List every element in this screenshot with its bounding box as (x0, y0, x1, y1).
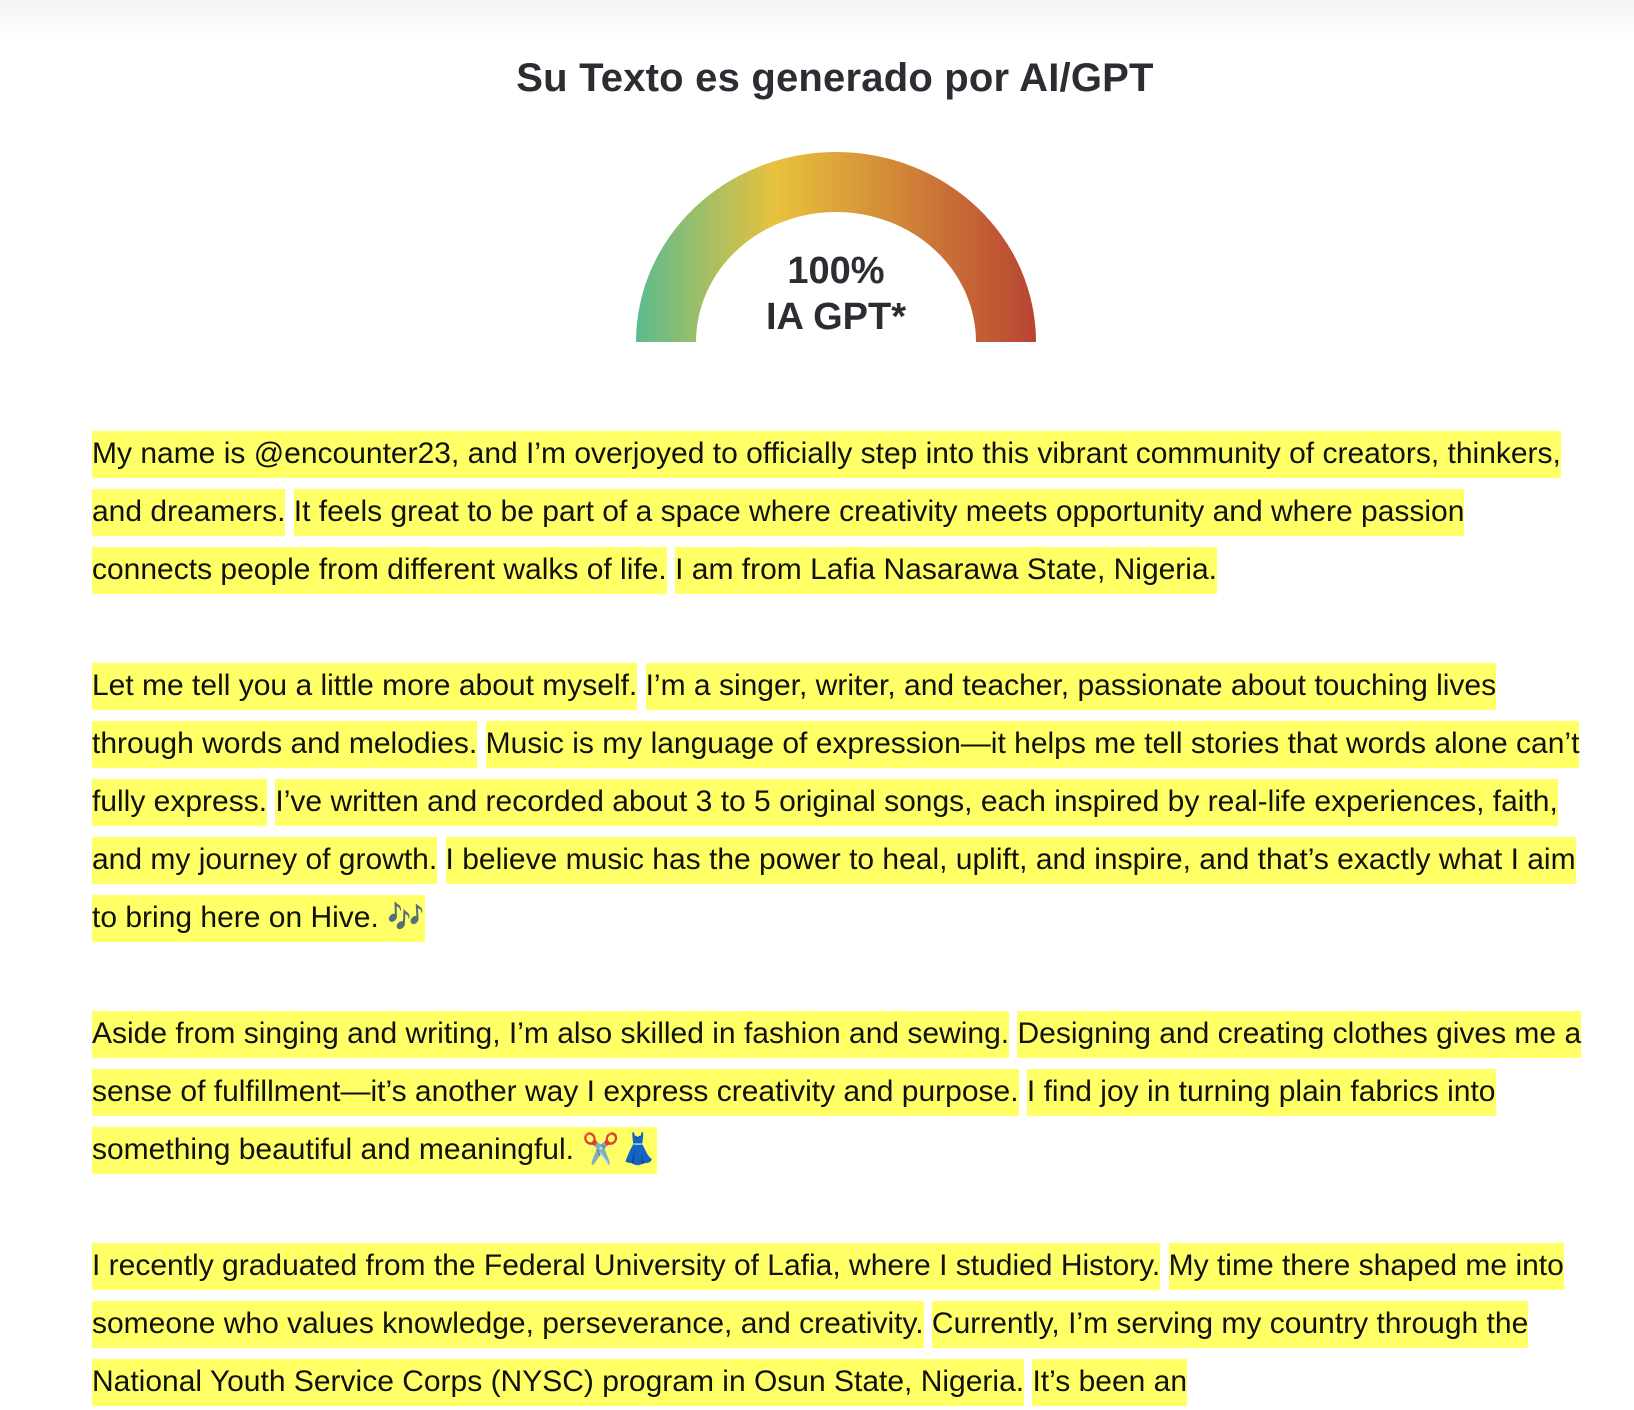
text-paragraph (92, 425, 1592, 599)
gauge-label (636, 248, 1036, 340)
ai-score-gauge (636, 152, 1036, 352)
text-paragraph (92, 657, 1592, 947)
text-paragraph (92, 1005, 1592, 1179)
ai-highlighted-sentence: I find joy in turning plain fabrics into something beautiful and meaningful. ✂️👗 (92, 1069, 1496, 1174)
result-title: Su Texto es generado por AI/GPT (516, 56, 1154, 100)
ai-highlighted-sentence: Aside from singing and writing, I’m also skilled in fashion and sewing. (92, 1011, 1009, 1058)
ai-highlighted-sentence: Music is my language of expression—it helps me tell stories that words alone can’t fully express. (92, 721, 1579, 826)
text-paragraph (92, 1237, 1592, 1410)
ai-highlighted-sentence: Let me tell you a little more about myself. (92, 663, 637, 710)
ai-highlighted-sentence: I’ve written and recorded about 3 to 5 original songs, each inspired by real-life experiences, faith, and my journey of growth. (92, 779, 1558, 884)
ai-highlighted-sentence: I believe music has the power to heal, uplift, and inspire, and that’s exactly what I aim to bring here on Hive. 🎶 (92, 837, 1576, 942)
ai-highlighted-sentence: My time there shaped me into someone who values knowledge, perseverance, and creativity. (92, 1243, 1564, 1348)
ai-highlighted-sentence: I am from Lafia Nasarawa State, Nigeria. (675, 547, 1217, 594)
ai-highlighted-sentence: It feels great to be part of a space where creativity meets opportunity and where passion connects people from different walks of life. (92, 489, 1464, 594)
ai-highlighted-sentence: Designing and creating clothes gives me a sense of fulfillment—it’s another way I express creativity and purpose. (92, 1011, 1581, 1116)
analyzed-text (92, 425, 1592, 1410)
ai-highlighted-sentence: Currently, I’m serving my country through the National Youth Service Corps (NYSC) program in Osun State, Nigeria. (92, 1301, 1528, 1406)
gauge-type: IA GPT* (765, 296, 907, 338)
top-shadow (0, 0, 1634, 40)
ai-highlighted-sentence: My name is @encounter23, and I’m overjoyed to officially step into this vibrant community of creators, thinkers, and dreamers. (92, 431, 1561, 536)
gauge-percent: 100% (787, 250, 885, 292)
ai-highlighted-sentence: I’m a singer, writer, and teacher, passionate about touching lives through words and melodies. (92, 663, 1496, 768)
ai-highlighted-sentence: It’s been an (1032, 1359, 1187, 1406)
ai-highlighted-sentence: I recently graduated from the Federal University of Lafia, where I studied History. (92, 1243, 1160, 1290)
